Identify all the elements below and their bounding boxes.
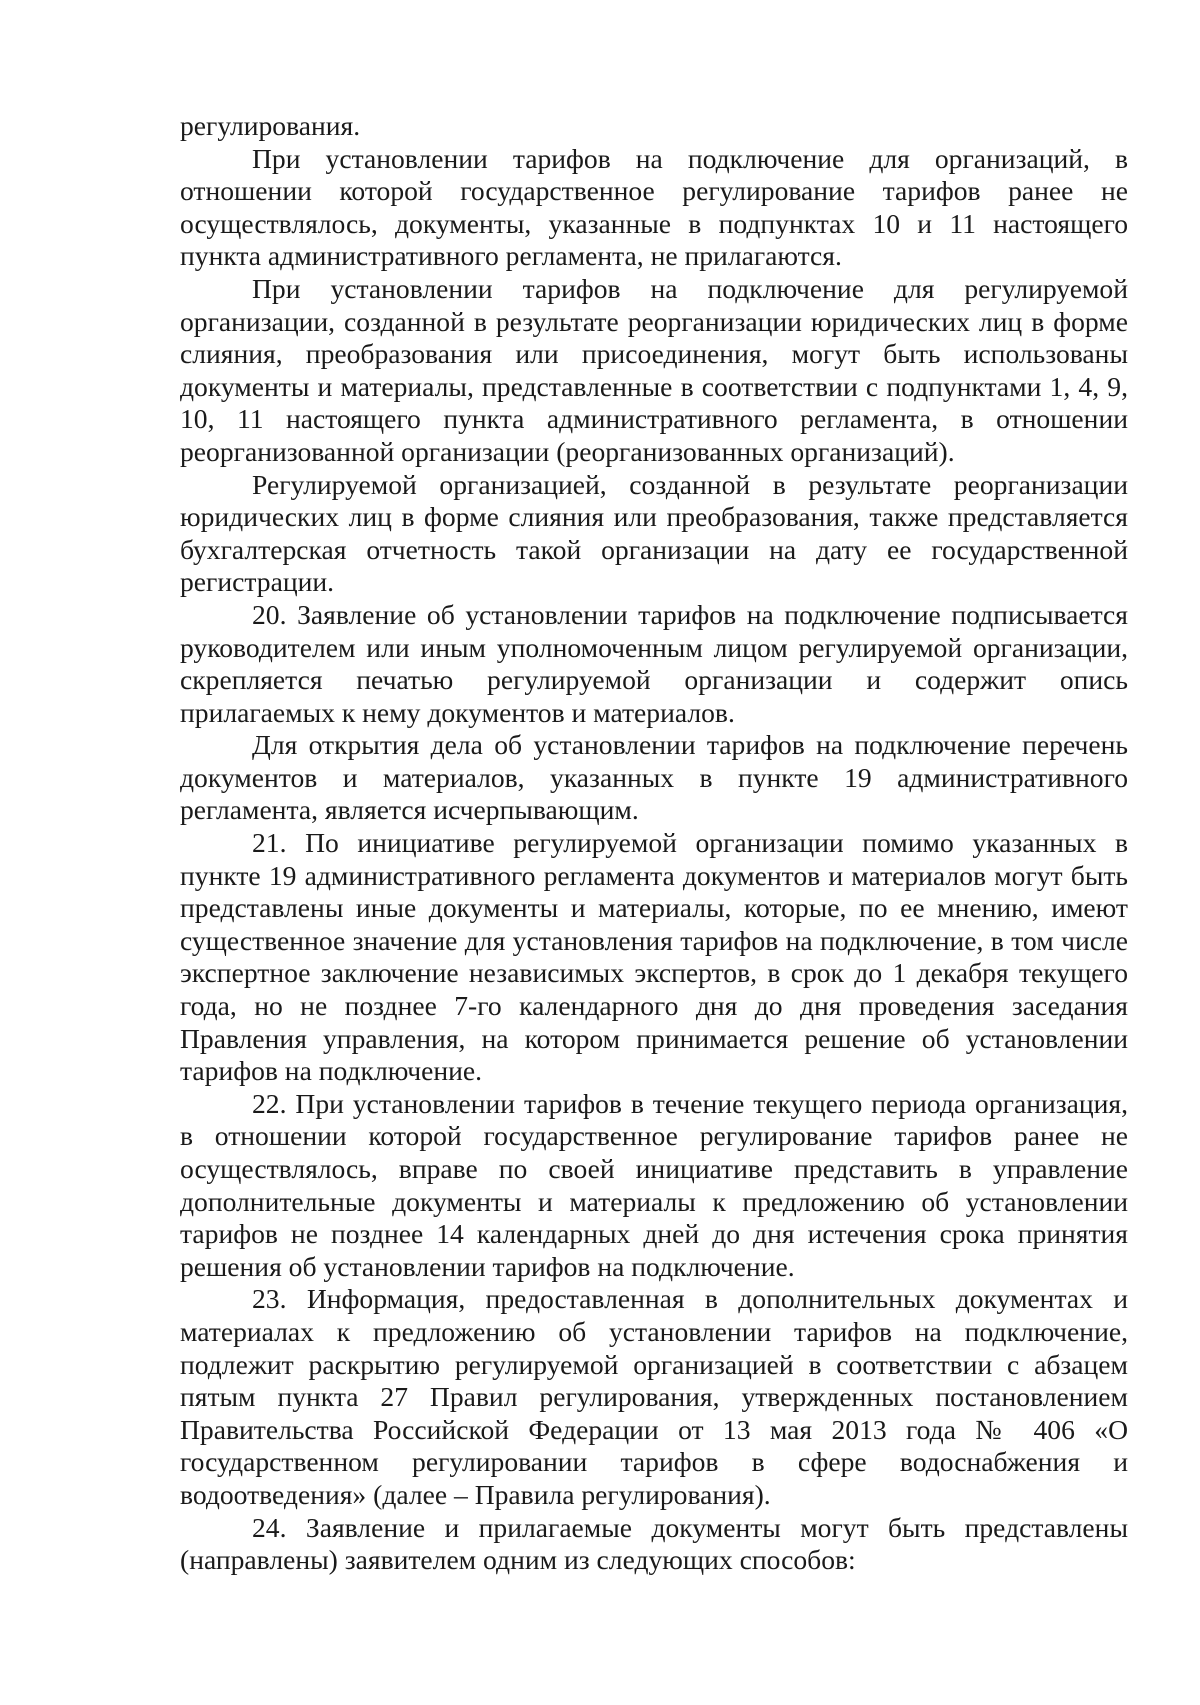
- paragraph-no-attachments: При установлении тарифов на подключение для организаций, в отношении которой государственное регулирование тарифов ранее не осуществлялось, документы, указанные в подпунктах 10 и 11 настоящего пункта административного регламента, не прилагаются.: [180, 142, 1128, 272]
- paragraph-reorganization: При установлении тарифов на подключение для регулируемой организации, созданной в результате реорганизации юридических лиц в форме слияния, преобразования или присоединения, могут быть использованы документы и материалы, представленные в соответствии с подпунктами 1, 4, 9, 10, 11 настоящего пункта административного регламента, в отношении реорганизованной организации (реорганизованных организаций).: [180, 272, 1128, 467]
- paragraph-item-22: 22. При установлении тарифов в течение текущего периода организация, в отношении которой государственное регулирование тарифов ранее не осуществлялось, вправе по своей инициативе представить в управление дополнительные документы и материалы к предложению об установлении тарифов не позднее 14 календарных дней до дня истечения срока принятия решения об установлении тарифов на подключение.: [180, 1087, 1128, 1282]
- paragraph-exhaustive-list: Для открытия дела об установлении тарифов на подключение перечень документов и материалов, указанных в пункте 19 административного регламента, является исчерпывающим.: [180, 729, 1128, 826]
- paragraph-item-21: 21. По инициативе регулируемой организации помимо указанных в пункте 19 административного регламента документов и материалов могут быть представлены иные документы и материалы, которые, по ее мнению, имеют существенное значение для установления тарифов на подключение, в том числе экспертное заключение независимых экспертов, в срок до 1 декабря текущего года, но не позднее 7-го календарного дня до дня проведения заседания Правления управления, на котором принимается решение об установлении тарифов на подключение.: [180, 827, 1128, 1087]
- paragraph-item-24: 24. Заявление и прилагаемые документы могут быть представлены (направлены) заявителем одним из следующих способов:: [180, 1511, 1128, 1576]
- document-body: [180, 110, 1128, 1577]
- paragraph-continuation: регулирования.: [180, 110, 361, 141]
- paragraph-item-23: 23. Информация, предоставленная в дополнительных документах и материалах к предложению об установлении тарифов на подключение, подлежит раскрытию регулируемой организацией в соответствии с абзацем пятым пункта 27 Правил регулирования, утвержденных постановлением Правительства Российской Федерации от 13 мая 2013 года № 406 «О государственном регулировании тарифов в сфере водоснабжения и водоотведения» (далее – Правила регулирования).: [180, 1283, 1128, 1510]
- paragraph-accounting-report: Регулируемой организацией, созданной в результате реорганизации юридических лиц в форме слияния или преобразования, также представляется бухгалтерская отчетность такой организации на дату ее государственной регистрации.: [180, 468, 1128, 598]
- paragraph-item-20: 20. Заявление об установлении тарифов на подключение подписывается руководителем или иным уполномоченным лицом регулируемой организации, скрепляется печатью регулируемой организации и содержит опись прилагаемых к нему документов и материалов.: [180, 598, 1128, 728]
